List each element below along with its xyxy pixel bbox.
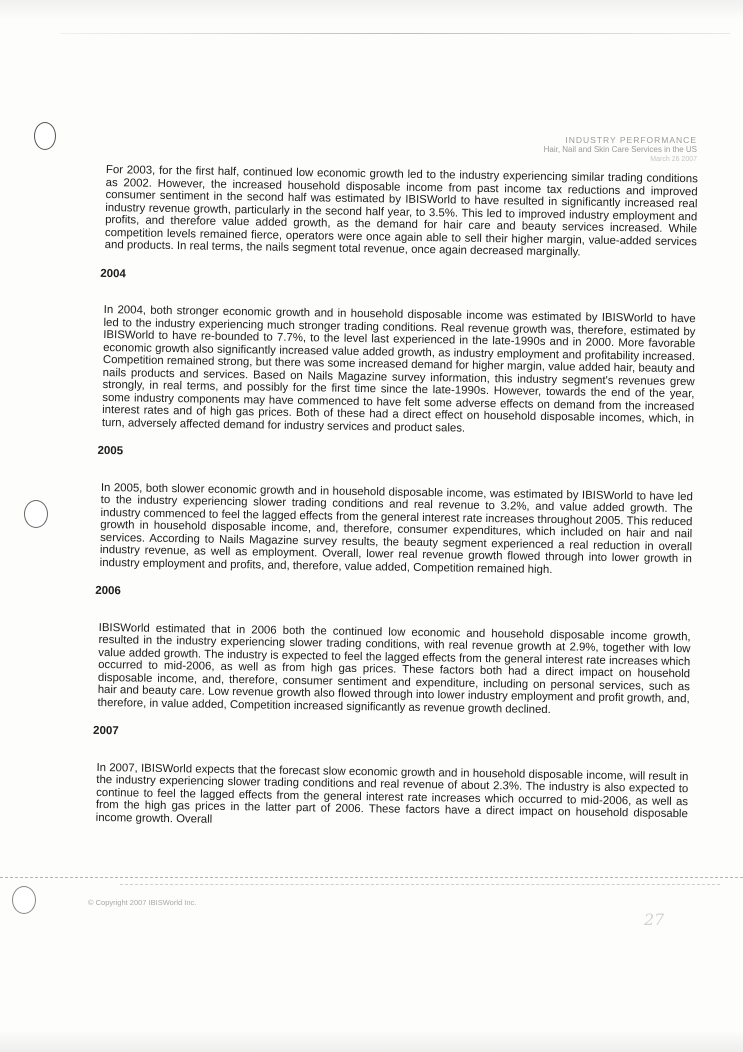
page-number: 27 (644, 910, 665, 929)
header-date: March 26 2007 (650, 156, 697, 163)
paragraph-2005: In 2005, both slower economic growth and in household disposable income, was estimated by IBISWorld to have led to the industry experiencing slower trading conditions and real revenue to 3.2%, and value added growth. The industry commenced to feel the lagged effects from the general interest rate increases throughout 2005. This reduced growth in household disposable income, and, therefore, consumer expenditures, which included on hair and nail services. According to Nails Magazine survey results, the beauty segment experienced a real reduction in overall industry revenue, as well as employment. Overall, lower real revenue growth flowed through into lower growth in industry employment and profits, and, therefore, value added, Competition remained high. (99, 481, 693, 576)
header-section: INDUSTRY PERFORMANCE (565, 135, 697, 145)
footer-dashed-rule (0, 877, 743, 878)
paragraph-2007: In 2007, IBISWorld expects that the forecast slow economic growth and in household disposable income, will result in the industry experiencing slower trading conditions and real revenue of about 2.3%. The industry is also expected to continue to feel the lagged effects from the general interest rate increases which occurred to mid-2006, as well as from the high gas prices in the latter part of 2006. These factors have a direct impact on household disposable income growth. Overall (95, 761, 689, 826)
header-report-title: Hair, Nail and Skin Care Services in the US (543, 145, 697, 154)
heading-2004: 2004 (100, 267, 126, 280)
paragraph-2006: IBISWorld estimated that in 2006 both the continued low economic and household disposable income growth, resulted in the industry experiencing slower trading conditions, with real revenue growth at 2.9%, together with low value added growth. The industry is expected to feel the lagged effects from the general interest rate increases which occurred to mid-2006, as well as from high gas prices. These factors both had a direct impact on household disposable income, and, therefore, consumer sentiment and expenditure, including on personal services, such as hair and beauty care. Low revenue growth also flowed through into lower industry employment and profit growth, and, therefore, in value added, Competition increased significantly as revenue growth declined. (97, 621, 691, 716)
heading-2005: 2005 (97, 444, 124, 458)
paragraph-2003: For 2003, for the first half, continued low economic growth led to the industry experiencing similar trading conditions as 2002. However, the increased household disposable income from past income tax reductions and improved consumer sentiment in the second half was estimated by IBISWorld to have resulted in significantly increased real industry revenue growth, particularly in the second half year, to 3.5%. This led to improved industry employment and profits, and therefore value added growth, as the demand for hair care and beauty services increased. While competition levels remained fierce, operators were once again able to sell their higher margin, value-added services and products. In real terms, the nails segment total revenue, once again decreased marginally. (104, 164, 698, 259)
running-header (544, 135, 697, 165)
paragraph-2004: In 2004, both stronger economic growth and in household disposable income was estimated by IBISWorld to have led to the industry experiencing much stronger trading conditions. Real revenue growth was, therefore, estimated by IBISWorld to have re-bounded to 7.7%, to the level last experienced in the late-1990s and in 2000. More favorable economic growth also significantly increased value added growth, as industry employment and profitability increased. Competition remained strong, but there was some increased demand for higher margin, value added hair, beauty and nails products and services. Based on Nails Magazine survey information, this industry segment's revenues grew strongly, in real terms, and possibly for the first time since the late-1990s. However, towards the end of the year, some industry components may have commenced to have felt some adverse effects on demand from the increased interest rates and of high gas prices. Both of these had a direct effect on household disposable incomes, which, in turn, adversely affected demand for industry services and product sales. (101, 303, 696, 435)
heading-2007: 2007 (93, 724, 119, 738)
punch-hole-icon (34, 122, 56, 150)
top-rule (60, 33, 730, 34)
copyright-notice: © Copyright 2007 IBISWorld Inc. (88, 898, 197, 907)
body-content (93, 164, 698, 833)
punch-hole-icon (24, 500, 48, 528)
punch-hole-icon (12, 886, 36, 914)
scan-shadow-bottom (0, 1030, 743, 1052)
footer-dashed-rule-secondary (120, 884, 720, 885)
scan-shadow-top (0, 0, 743, 20)
heading-2006: 2006 (95, 584, 121, 598)
